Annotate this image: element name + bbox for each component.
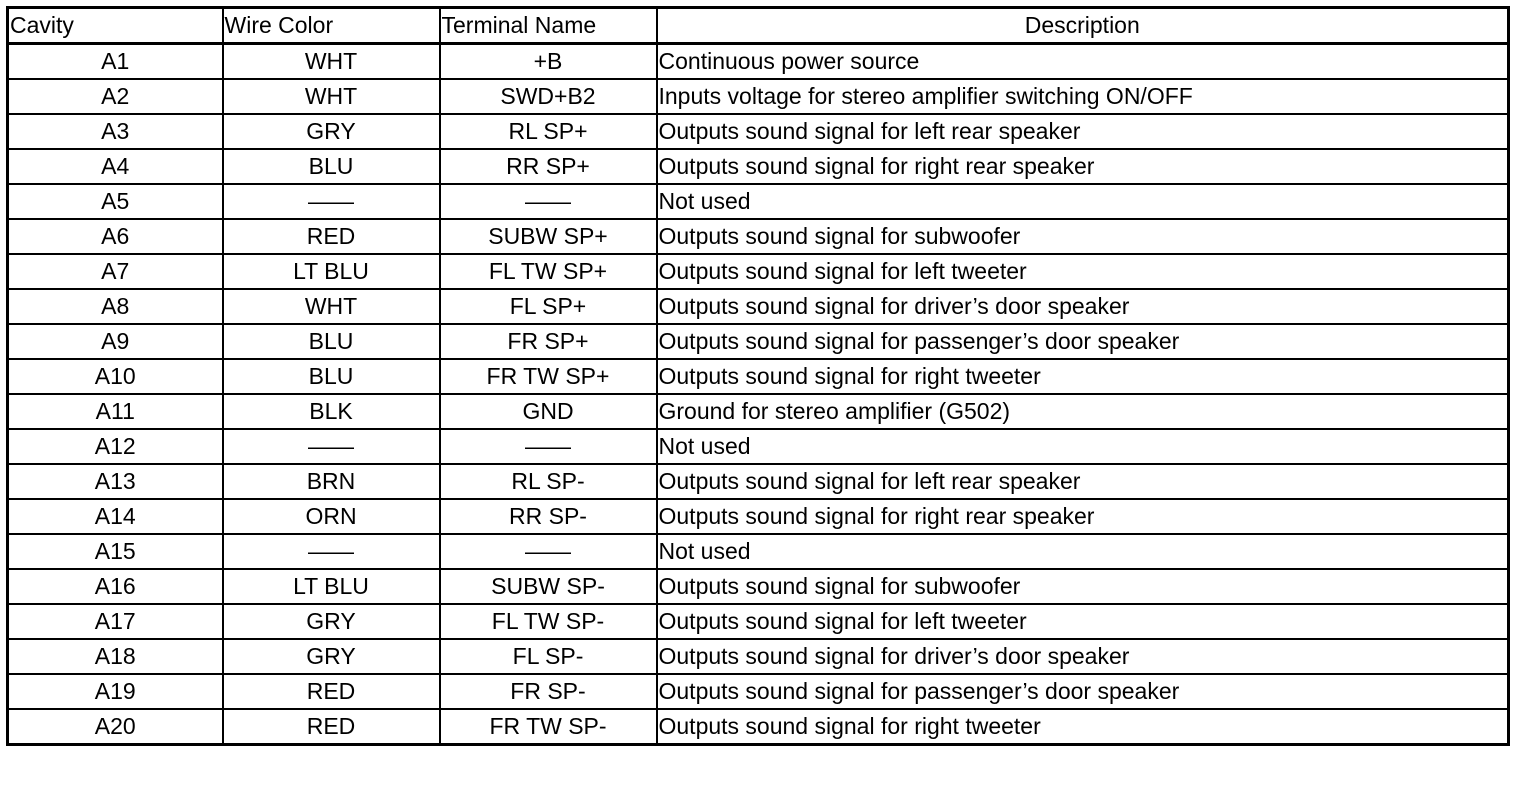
cell-wire-color: GRY — [223, 114, 440, 149]
cell-cavity: A19 — [8, 674, 223, 709]
cell-cavity: A7 — [8, 254, 223, 289]
table-row — [8, 289, 1509, 324]
cell-cavity: A18 — [8, 639, 223, 674]
cell-description: Outputs sound signal for left rear speaker — [657, 114, 1509, 149]
cell-terminal-name: FR SP+ — [440, 324, 657, 359]
cell-cavity: A14 — [8, 499, 223, 534]
header-description: Description — [657, 8, 1509, 44]
cell-wire-color: RED — [223, 674, 440, 709]
cell-terminal-name: +B — [440, 44, 657, 80]
cell-terminal-name: FR TW SP- — [440, 709, 657, 745]
cell-wire-color: RED — [223, 219, 440, 254]
table-row — [8, 534, 1509, 569]
table-row — [8, 709, 1509, 745]
cell-terminal-name: FR SP- — [440, 674, 657, 709]
table-row — [8, 79, 1509, 114]
cell-cavity: A13 — [8, 464, 223, 499]
cell-description: Outputs sound signal for right tweeter — [657, 359, 1509, 394]
cell-wire-color: BLU — [223, 324, 440, 359]
cell-wire-color: BLU — [223, 149, 440, 184]
cell-terminal-name: RL SP- — [440, 464, 657, 499]
cell-wire-color: RED — [223, 709, 440, 745]
cell-description: Outputs sound signal for driver’s door speaker — [657, 639, 1509, 674]
cell-description: Outputs sound signal for subwoofer — [657, 569, 1509, 604]
table-row — [8, 114, 1509, 149]
table-row — [8, 359, 1509, 394]
table-row — [8, 569, 1509, 604]
header-wire-color: Wire Color — [223, 8, 440, 44]
table-body — [8, 44, 1509, 745]
connector-pinout-table — [6, 6, 1510, 746]
cell-wire-color: BLK — [223, 394, 440, 429]
cell-description: Inputs voltage for stereo amplifier switching ON/OFF — [657, 79, 1509, 114]
cell-description: Outputs sound signal for subwoofer — [657, 219, 1509, 254]
cell-cavity: A12 — [8, 429, 223, 464]
cell-terminal-name: FL TW SP+ — [440, 254, 657, 289]
cell-cavity: A17 — [8, 604, 223, 639]
cell-terminal-name: SUBW SP+ — [440, 219, 657, 254]
table-row — [8, 639, 1509, 674]
header-terminal-name: Terminal Name — [440, 8, 657, 44]
cell-wire-color: LT BLU — [223, 569, 440, 604]
cell-cavity: A11 — [8, 394, 223, 429]
cell-wire-color: WHT — [223, 289, 440, 324]
header-cavity: Cavity — [8, 8, 223, 44]
cell-wire-color: —— — [223, 429, 440, 464]
cell-wire-color: WHT — [223, 44, 440, 80]
cell-terminal-name: RL SP+ — [440, 114, 657, 149]
cell-wire-color: BRN — [223, 464, 440, 499]
cell-description: Not used — [657, 429, 1509, 464]
cell-cavity: A9 — [8, 324, 223, 359]
cell-terminal-name: —— — [440, 184, 657, 219]
cell-description: Continuous power source — [657, 44, 1509, 80]
cell-wire-color: WHT — [223, 79, 440, 114]
cell-cavity: A20 — [8, 709, 223, 745]
cell-cavity: A16 — [8, 569, 223, 604]
cell-terminal-name: RR SP+ — [440, 149, 657, 184]
cell-cavity: A6 — [8, 219, 223, 254]
cell-terminal-name: —— — [440, 429, 657, 464]
cell-description: Outputs sound signal for right rear speaker — [657, 499, 1509, 534]
cell-cavity: A2 — [8, 79, 223, 114]
table-row — [8, 464, 1509, 499]
table-row — [8, 394, 1509, 429]
table-row — [8, 184, 1509, 219]
table-row — [8, 674, 1509, 709]
cell-terminal-name: FL TW SP- — [440, 604, 657, 639]
cell-description: Not used — [657, 184, 1509, 219]
table-row — [8, 324, 1509, 359]
cell-cavity: A8 — [8, 289, 223, 324]
table-row — [8, 149, 1509, 184]
table-row — [8, 44, 1509, 80]
cell-terminal-name: —— — [440, 534, 657, 569]
cell-terminal-name: FL SP- — [440, 639, 657, 674]
table-row — [8, 254, 1509, 289]
cell-description: Outputs sound signal for right rear speaker — [657, 149, 1509, 184]
cell-wire-color: GRY — [223, 604, 440, 639]
cell-description: Outputs sound signal for left rear speaker — [657, 464, 1509, 499]
cell-description: Ground for stereo amplifier (G502) — [657, 394, 1509, 429]
cell-description: Outputs sound signal for right tweeter — [657, 709, 1509, 745]
cell-cavity: A1 — [8, 44, 223, 80]
cell-wire-color: BLU — [223, 359, 440, 394]
cell-wire-color: ORN — [223, 499, 440, 534]
cell-wire-color: GRY — [223, 639, 440, 674]
cell-description: Outputs sound signal for driver’s door speaker — [657, 289, 1509, 324]
table-row — [8, 429, 1509, 464]
cell-terminal-name: FL SP+ — [440, 289, 657, 324]
cell-description: Outputs sound signal for left tweeter — [657, 254, 1509, 289]
table-header-row — [8, 8, 1509, 44]
cell-wire-color: LT BLU — [223, 254, 440, 289]
cell-wire-color: —— — [223, 184, 440, 219]
cell-cavity: A4 — [8, 149, 223, 184]
cell-cavity: A5 — [8, 184, 223, 219]
cell-description: Outputs sound signal for passenger’s door speaker — [657, 674, 1509, 709]
cell-terminal-name: GND — [440, 394, 657, 429]
cell-terminal-name: SWD+B2 — [440, 79, 657, 114]
cell-description: Outputs sound signal for passenger’s door speaker — [657, 324, 1509, 359]
cell-wire-color: —— — [223, 534, 440, 569]
table-row — [8, 604, 1509, 639]
cell-cavity: A15 — [8, 534, 223, 569]
cell-description: Outputs sound signal for left tweeter — [657, 604, 1509, 639]
table-row — [8, 499, 1509, 534]
cell-cavity: A3 — [8, 114, 223, 149]
cell-description: Not used — [657, 534, 1509, 569]
table-row — [8, 219, 1509, 254]
cell-terminal-name: SUBW SP- — [440, 569, 657, 604]
connector-pinout-table-container — [6, 6, 1510, 746]
cell-terminal-name: RR SP- — [440, 499, 657, 534]
cell-terminal-name: FR TW SP+ — [440, 359, 657, 394]
cell-cavity: A10 — [8, 359, 223, 394]
